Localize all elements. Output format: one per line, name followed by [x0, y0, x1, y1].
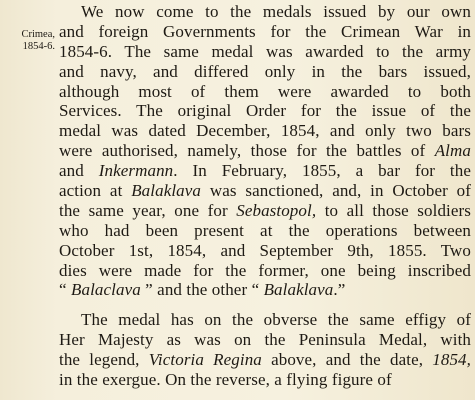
text-run: above, and the date,: [261, 350, 433, 370]
text-line: [59, 201, 471, 221]
text-line: [59, 161, 471, 181]
text-run: and foreign Governments for the Crimean War in: [59, 21, 471, 41]
margin-note: [9, 29, 55, 53]
italic-text: Balaclava: [71, 280, 141, 300]
paragraph-gap: [59, 300, 471, 310]
text-line: [59, 221, 471, 241]
text-run: and navy, and differed only in the bars issued,: [59, 61, 471, 81]
text-run: .”: [333, 280, 346, 300]
text-run: . In February, 1855, a bar for the: [173, 161, 472, 181]
text-run: 1854-6. The same medal was awarded to the army: [59, 41, 471, 61]
text-line: [59, 141, 471, 161]
text-run: Her Majesty as was on the Peninsula Medal, with: [59, 330, 471, 350]
italic-text: Balaklava: [131, 181, 202, 201]
text-run: in the exergue. On the reverse, a flying figure of: [59, 370, 392, 390]
text-run: who had been present at the operations between: [59, 220, 471, 240]
italic-text: Sebastopol,: [236, 200, 317, 220]
text-line: [59, 280, 471, 300]
text-run: and: [59, 161, 99, 181]
text-line: [59, 330, 471, 350]
text-run: the legend,: [59, 350, 149, 370]
text-run: to all those soldiers: [316, 200, 471, 220]
text-line: [59, 42, 471, 62]
text-run: was sanctioned, and, in October of: [201, 181, 471, 201]
text-line: [59, 101, 471, 121]
margin-note-line: Crimea,: [21, 29, 55, 40]
italic-text: Inkermann: [98, 161, 174, 181]
italic-text: Balaklava: [263, 280, 334, 300]
margin-note-line: 1854-6.: [22, 41, 55, 52]
text-run: were authorised, namely, those for the battles of: [59, 141, 435, 161]
text-run: action at: [59, 181, 132, 201]
text-run: We now come to the medals issued by our own: [81, 2, 471, 21]
italic-text: 1854,: [432, 350, 471, 370]
body-text: [59, 2, 471, 390]
text-line: [59, 310, 471, 330]
text-line: [59, 22, 471, 42]
text-run: “: [59, 280, 71, 300]
text-line: [59, 241, 471, 261]
text-run: Services. The original Order for the issue of the: [59, 101, 471, 121]
text-line: [59, 181, 471, 201]
text-run: medal was dated December, 1854, and only two bars: [59, 121, 471, 141]
text-run: dies were made for the former, one being inscribed: [59, 260, 471, 280]
text-line: [59, 261, 471, 281]
text-run: the same year, one for: [59, 200, 237, 220]
text-line: [59, 350, 471, 370]
text-run: although most of them were awarded to both: [59, 81, 471, 101]
text-run: ” and the other “: [140, 280, 264, 300]
text-line: [59, 62, 471, 82]
text-run: October 1st, 1854, and September 9th, 1855. Two: [59, 240, 471, 260]
text-line: [59, 2, 471, 22]
text-line: [59, 82, 471, 102]
italic-text: Alma: [434, 141, 471, 161]
text-line: [59, 370, 471, 390]
italic-text: Victoria Regina: [148, 350, 262, 370]
paragraph: [59, 2, 471, 300]
text-line: [59, 121, 471, 141]
text-run: The medal has on the obverse the same effigy of: [81, 310, 471, 330]
paragraph: [59, 300, 471, 390]
